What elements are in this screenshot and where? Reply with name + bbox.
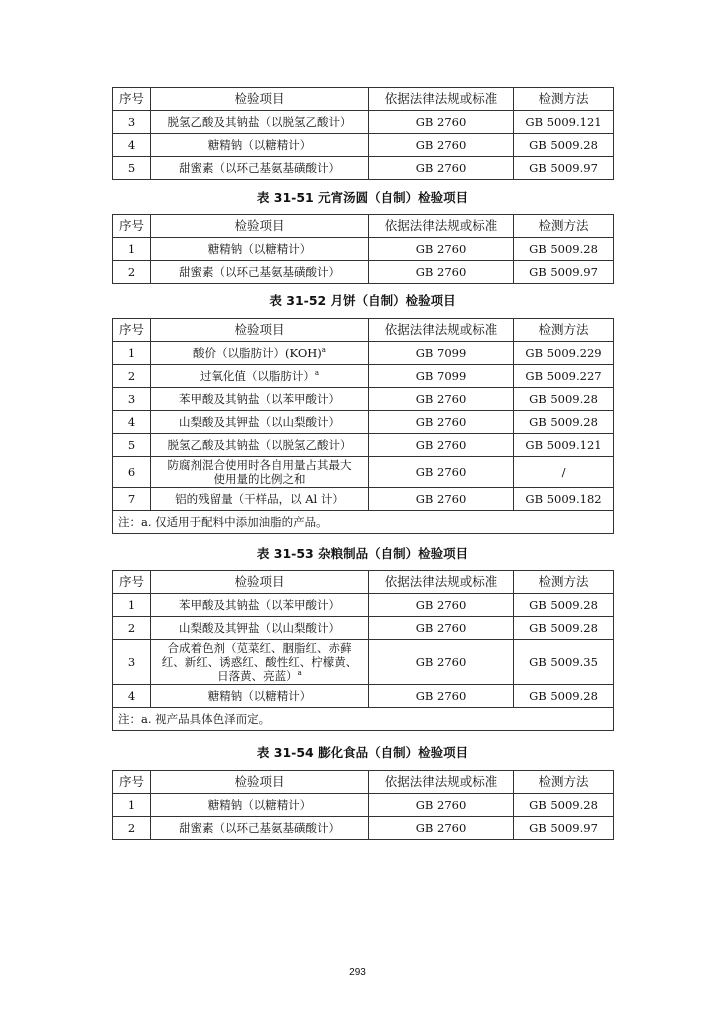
row-item: 糖精钠（以糖精计） <box>151 134 369 157</box>
row-item: 苯甲酸及其钠盐（以苯甲酸计） <box>151 594 369 617</box>
row-no: 1 <box>113 794 151 817</box>
row-item <box>151 342 369 365</box>
table-row <box>113 817 614 840</box>
table-row <box>113 794 614 817</box>
page-number: 293 <box>349 967 366 978</box>
header-item: 检验项目 <box>151 88 369 111</box>
table-row <box>113 488 614 511</box>
row-basis: GB 2760 <box>369 617 514 640</box>
row-no: 2 <box>113 817 151 840</box>
table-31-51 <box>112 214 614 284</box>
table-row <box>113 157 614 180</box>
table-row <box>113 434 614 457</box>
row-no: 2 <box>113 617 151 640</box>
row-basis: GB 2760 <box>369 157 514 180</box>
row-basis: GB 7099 <box>369 365 514 388</box>
table-header-row <box>113 319 614 342</box>
row-item: 甜蜜素（以环己基氨基磺酸计） <box>151 157 369 180</box>
item-text: 酸价（以脂肪计）(KOH) <box>193 346 322 360</box>
row-method: GB 5009.28 <box>514 617 614 640</box>
table-header-row <box>113 571 614 594</box>
table-31-54 <box>112 770 614 840</box>
row-item <box>151 365 369 388</box>
table-row <box>113 411 614 434</box>
table-row <box>113 594 614 617</box>
row-method: GB 5009.182 <box>514 488 614 511</box>
row-method: GB 5009.121 <box>514 434 614 457</box>
header-no: 序号 <box>113 771 151 794</box>
row-basis: GB 2760 <box>369 817 514 840</box>
item-line: 防腐剂混合使用时各自用量占其最大 <box>167 458 352 472</box>
row-basis: GB 2760 <box>369 111 514 134</box>
row-method: GB 5009.28 <box>514 238 614 261</box>
table-caption: 表 31-51 元宵汤圆（自制）检验项目 <box>256 190 469 205</box>
header-no: 序号 <box>113 319 151 342</box>
row-basis: GB 2760 <box>369 261 514 284</box>
row-basis: GB 7099 <box>369 342 514 365</box>
row-basis: GB 2760 <box>369 685 514 708</box>
header-method: 检测方法 <box>514 571 614 594</box>
header-item: 检验项目 <box>151 771 369 794</box>
row-method: GB 5009.28 <box>514 685 614 708</box>
table-row <box>113 238 614 261</box>
table-row <box>113 134 614 157</box>
item-line: 红、新红、诱惑红、酸性红、柠檬黄、 <box>161 655 358 669</box>
row-no: 7 <box>113 488 151 511</box>
table-caption: 表 31-53 杂粮制品（自制）检验项目 <box>256 546 469 561</box>
header-no: 序号 <box>113 215 151 238</box>
row-no: 1 <box>113 342 151 365</box>
table-row <box>113 388 614 411</box>
row-no: 3 <box>113 640 151 685</box>
row-basis: GB 2760 <box>369 411 514 434</box>
table-row <box>113 365 614 388</box>
row-method: GB 5009.97 <box>514 157 614 180</box>
item-line: 日落黄、亮蓝） <box>217 669 298 683</box>
header-method: 检测方法 <box>514 319 614 342</box>
table-row <box>113 261 614 284</box>
header-no: 序号 <box>113 88 151 111</box>
header-basis: 依据法律法规或标准 <box>369 571 514 594</box>
row-item: 糖精钠（以糖精计） <box>151 685 369 708</box>
row-method: GB 5009.97 <box>514 261 614 284</box>
row-item <box>151 640 369 685</box>
header-method: 检测方法 <box>514 771 614 794</box>
row-method: GB 5009.97 <box>514 817 614 840</box>
table-row <box>113 111 614 134</box>
table-row <box>113 640 614 685</box>
header-basis: 依据法律法规或标准 <box>369 88 514 111</box>
row-no: 5 <box>113 434 151 457</box>
table-31-52 <box>112 318 614 534</box>
row-method: GB 5009.28 <box>514 388 614 411</box>
row-no: 2 <box>113 365 151 388</box>
header-item: 检验项目 <box>151 215 369 238</box>
row-basis: GB 2760 <box>369 488 514 511</box>
row-item: 脱氢乙酸及其钠盐（以脱氢乙酸计） <box>151 434 369 457</box>
row-method: GB 5009.121 <box>514 111 614 134</box>
row-method: GB 5009.229 <box>514 342 614 365</box>
row-no: 4 <box>113 134 151 157</box>
table-header-row <box>113 215 614 238</box>
item-line: 合成着色剂（苋菜红、胭脂红、赤藓 <box>167 641 352 655</box>
row-item: 山梨酸及其钾盐（以山梨酸计） <box>151 617 369 640</box>
row-basis: GB 2760 <box>369 457 514 488</box>
row-no: 4 <box>113 411 151 434</box>
footnote-mark: a <box>297 669 302 678</box>
row-basis: GB 2760 <box>369 134 514 157</box>
header-item: 检验项目 <box>151 319 369 342</box>
header-method: 检测方法 <box>514 88 614 111</box>
header-method: 检测方法 <box>514 215 614 238</box>
row-no: 6 <box>113 457 151 488</box>
table-caption: 表 31-52 月饼（自制）检验项目 <box>269 293 456 308</box>
table-row <box>113 457 614 488</box>
table-caption: 表 31-54 膨化食品（自制）检验项目 <box>256 745 469 760</box>
table-header-row <box>113 88 614 111</box>
row-item: 苯甲酸及其钠盐（以苯甲酸计） <box>151 388 369 411</box>
row-no: 1 <box>113 594 151 617</box>
row-method: GB 5009.28 <box>514 594 614 617</box>
row-item: 甜蜜素（以环己基氨基磺酸计） <box>151 817 369 840</box>
item-line: 使用量的比例之和 <box>213 472 306 486</box>
row-method: GB 5009.28 <box>514 134 614 157</box>
table-31-53 <box>112 570 614 731</box>
row-basis: GB 2760 <box>369 640 514 685</box>
row-item: 糖精钠（以糖精计） <box>151 238 369 261</box>
row-no: 3 <box>113 388 151 411</box>
table-note-row <box>113 511 614 534</box>
row-basis: GB 2760 <box>369 594 514 617</box>
table-note: 注：a. 仅适用于配料中添加油脂的产品。 <box>113 511 614 534</box>
row-no: 3 <box>113 111 151 134</box>
row-basis: GB 2760 <box>369 388 514 411</box>
row-method: / <box>514 457 614 488</box>
table-row <box>113 617 614 640</box>
row-item <box>151 457 369 488</box>
table-note: 注：a. 视产品具体色泽而定。 <box>113 708 614 731</box>
row-method: GB 5009.28 <box>514 794 614 817</box>
row-no: 5 <box>113 157 151 180</box>
row-item: 脱氢乙酸及其钠盐（以脱氢乙酸计） <box>151 111 369 134</box>
row-item: 山梨酸及其钾盐（以山梨酸计） <box>151 411 369 434</box>
row-method: GB 5009.227 <box>514 365 614 388</box>
footnote-mark: a <box>321 346 326 355</box>
item-text: 过氧化值（以脂肪计） <box>199 369 315 383</box>
table-row <box>113 685 614 708</box>
row-basis: GB 2760 <box>369 794 514 817</box>
header-item: 检验项目 <box>151 571 369 594</box>
table-note-row <box>113 708 614 731</box>
header-basis: 依据法律法规或标准 <box>369 215 514 238</box>
row-basis: GB 2760 <box>369 434 514 457</box>
row-no: 1 <box>113 238 151 261</box>
row-method: GB 5009.28 <box>514 411 614 434</box>
table-header-row <box>113 771 614 794</box>
header-basis: 依据法律法规或标准 <box>369 771 514 794</box>
table-row <box>113 342 614 365</box>
row-no: 4 <box>113 685 151 708</box>
header-basis: 依据法律法规或标准 <box>369 319 514 342</box>
row-item: 糖精钠（以糖精计） <box>151 794 369 817</box>
row-no: 2 <box>113 261 151 284</box>
footnote-mark: a <box>314 369 320 378</box>
row-method: GB 5009.35 <box>514 640 614 685</box>
row-item: 甜蜜素（以环己基氨基磺酸计） <box>151 261 369 284</box>
row-item: 铝的残留量（干样品，以 Al 计） <box>151 488 369 511</box>
table-continued <box>112 87 614 180</box>
header-no: 序号 <box>113 571 151 594</box>
row-basis: GB 2760 <box>369 238 514 261</box>
